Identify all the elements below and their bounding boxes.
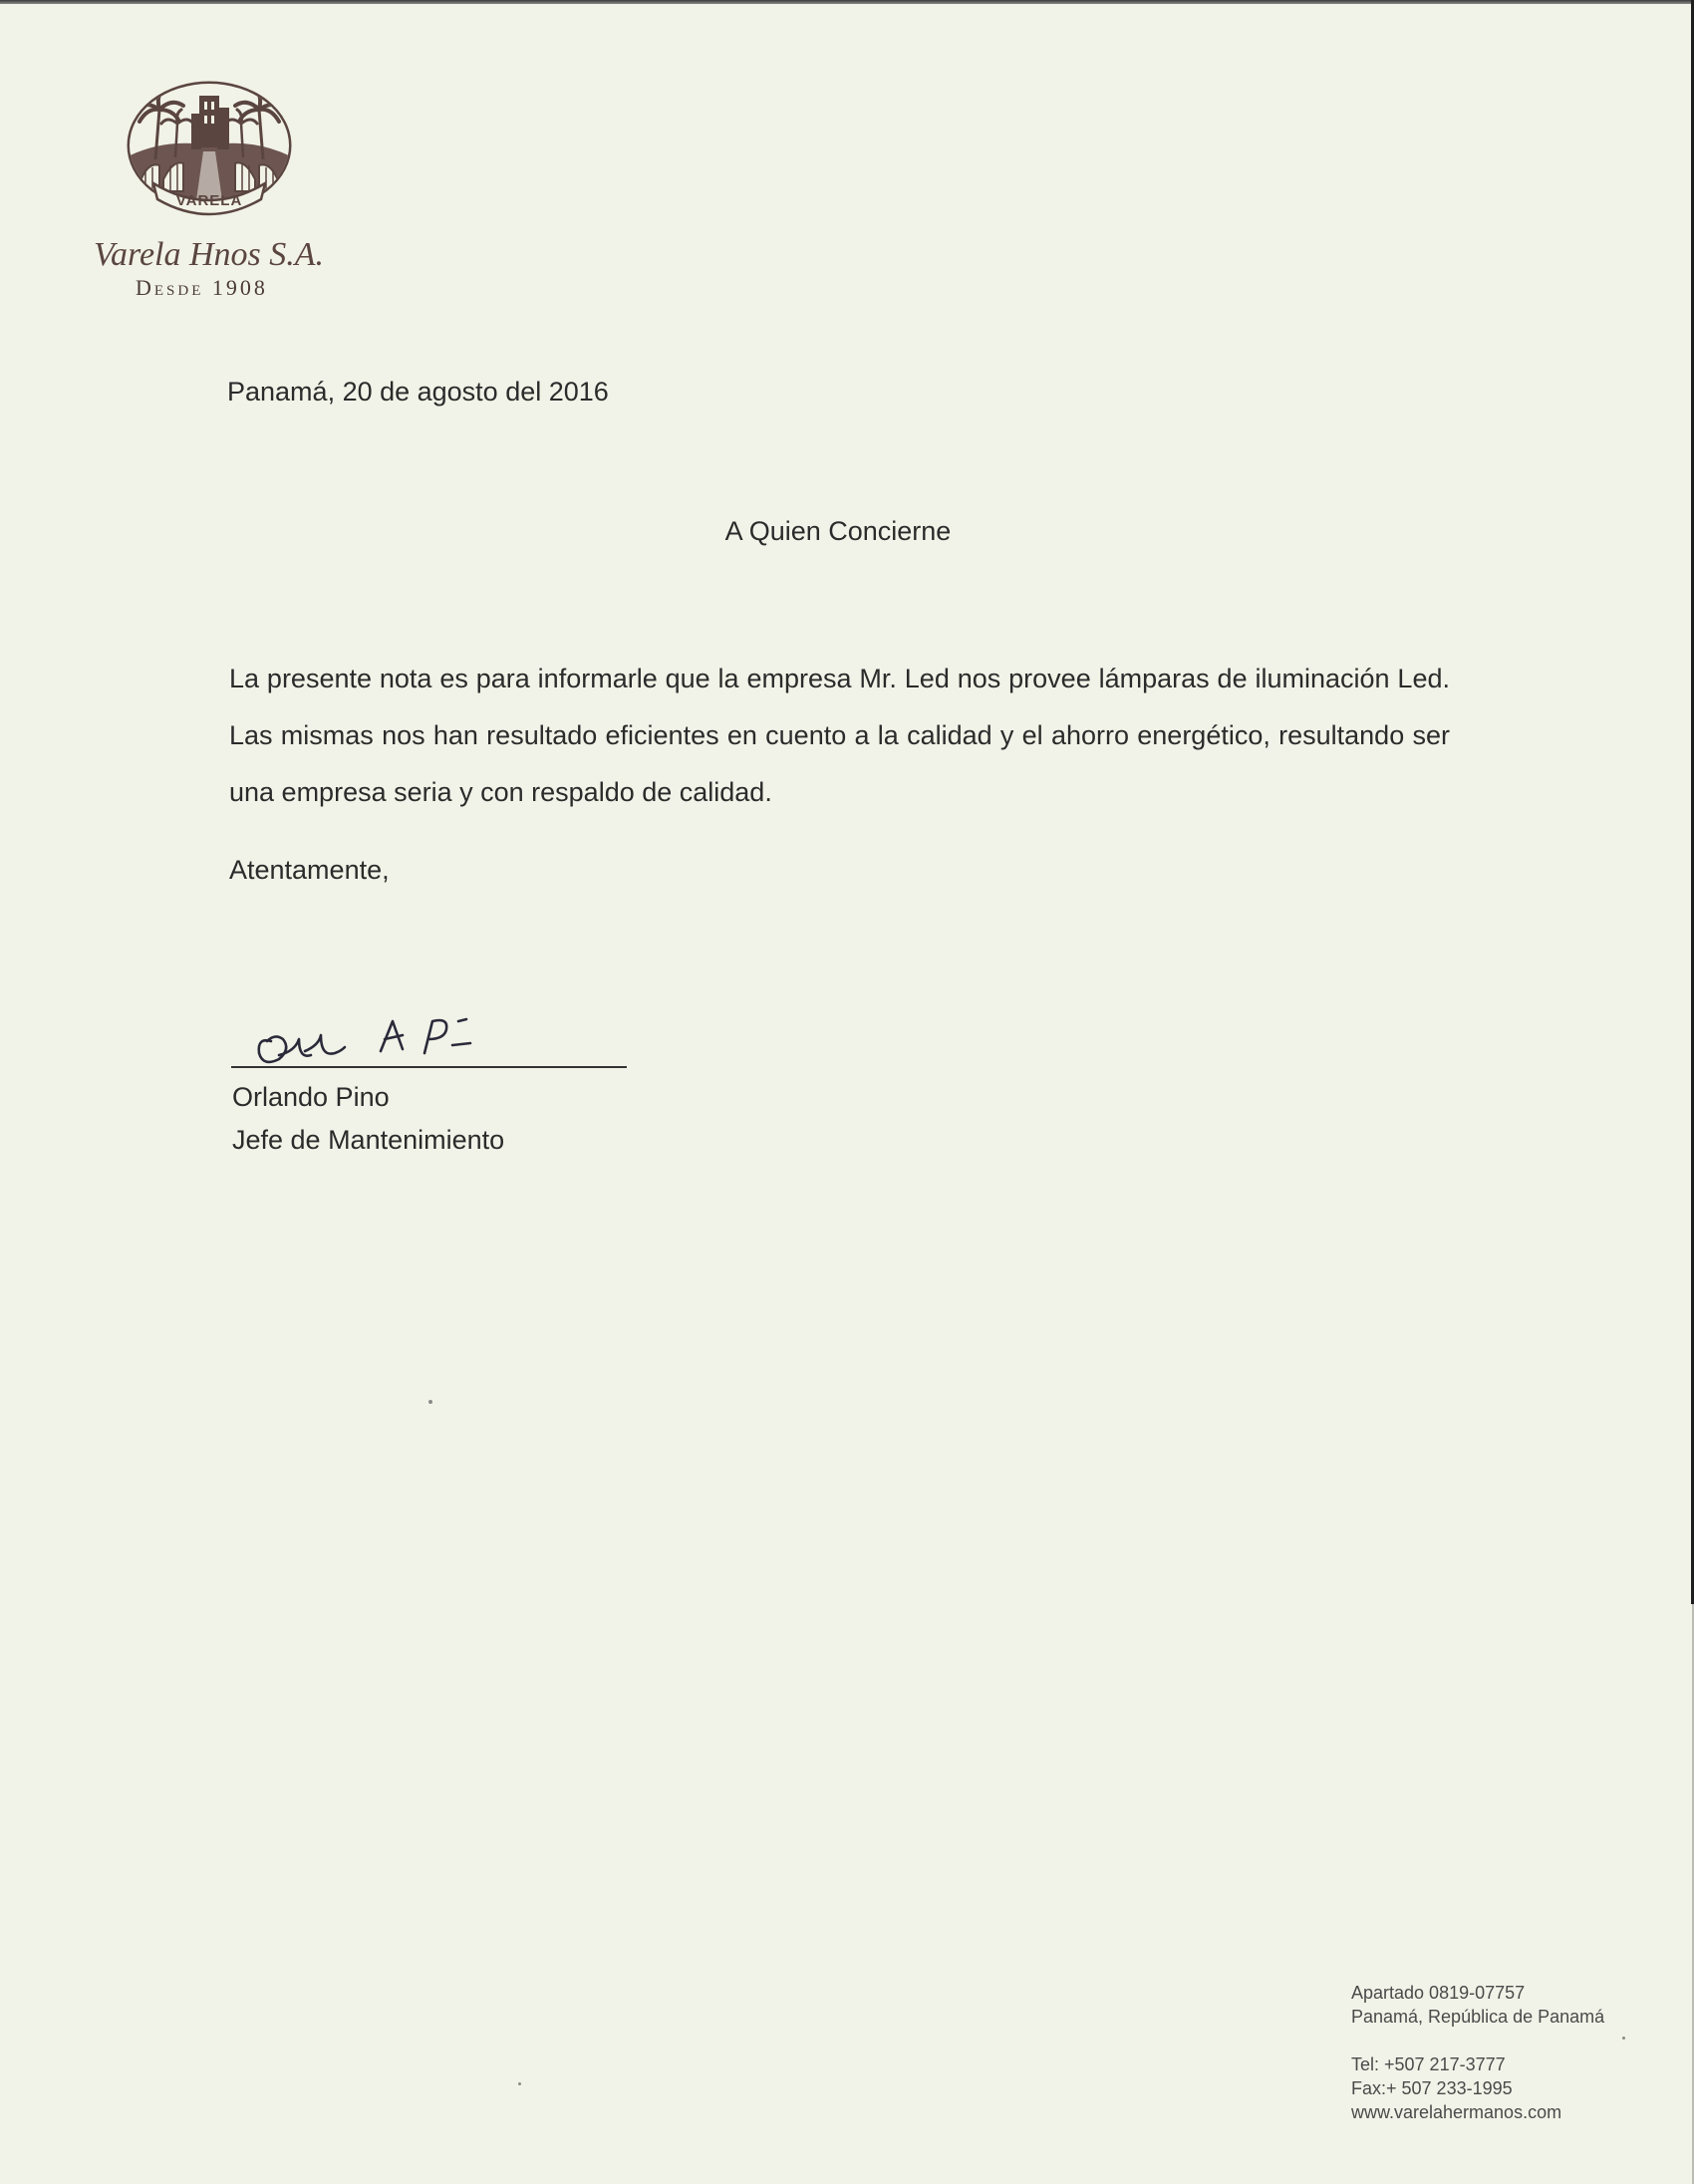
footer-website: www.varelahermanos.com [1351, 2102, 1562, 2122]
scan-speck [518, 2082, 521, 2085]
scan-top-edge [0, 0, 1694, 4]
signer-title: Jefe de Mantenimiento [232, 1125, 505, 1155]
letter-date: Panamá, 20 de agosto del 2016 [227, 377, 609, 407]
brand-script-logotype [90, 229, 339, 277]
handwritten-signature [249, 1001, 518, 1071]
letter-body: La presente nota es para informarle que la empresa Mr. Led nos provee lámparas de iluminación Led. Las mismas nos han resultado eficientes en cuento a la calidad y el ahorro energético, resultando ser una empresa seria y con respaldo de calidad. [229, 664, 1450, 807]
footer-tel: Tel: +507 217-3777 [1351, 2054, 1506, 2074]
footer-spacer [1351, 2029, 1650, 2052]
brand-since-label: Desde 1908 [136, 275, 268, 300]
letter-closing: Atentamente, [229, 855, 390, 885]
footer-location: Panamá, República de Panamá [1351, 2007, 1605, 2027]
varela-emblem-logo [126, 80, 293, 219]
emblem-banner-text: VARELA [175, 192, 243, 209]
signer-name: Orlando Pino [232, 1082, 390, 1112]
signature-line [231, 1066, 627, 1068]
footer-contact [1351, 1981, 1650, 2124]
letter-salutation: A Quien Concierne [724, 516, 952, 546]
letterhead [90, 80, 339, 309]
footer-po-box: Apartado 0819-07757 [1351, 1983, 1526, 2003]
scan-speck [428, 1400, 432, 1404]
brand-script-text: Varela Hnos S.A. [94, 236, 325, 273]
footer-fax: Fax:+ 507 233-1995 [1351, 2078, 1513, 2098]
scan-speck [1622, 2037, 1625, 2040]
